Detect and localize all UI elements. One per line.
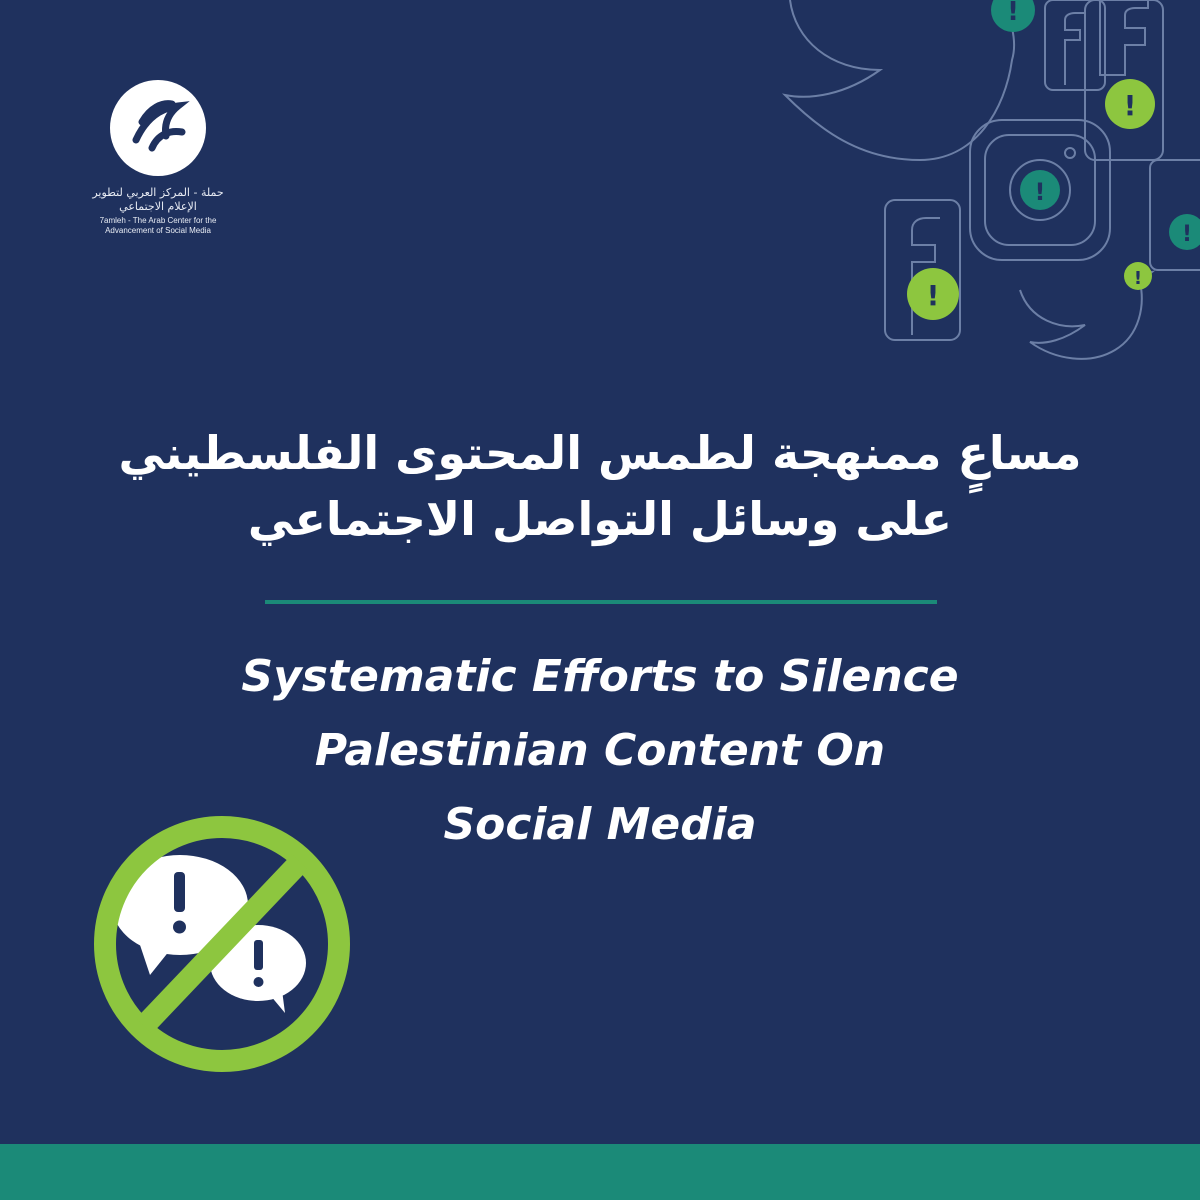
facebook-icon	[1045, 0, 1105, 90]
svg-text:!: !	[1034, 178, 1046, 206]
exclamation-badge-icon	[1105, 79, 1155, 129]
facebook-icon	[885, 200, 960, 340]
exclamation-badge-icon	[991, 0, 1035, 32]
exclamation-badge-icon	[1124, 262, 1152, 290]
twitter-bird-icon	[785, 0, 1014, 160]
footer-bar	[0, 1144, 1200, 1200]
english-headline-line-3: Social Media	[443, 799, 757, 850]
svg-text:!: !	[1123, 89, 1137, 122]
english-headline-line-2: Palestinian Content On	[314, 725, 886, 776]
svg-text:!: !	[1007, 0, 1019, 27]
svg-text:!: !	[1181, 222, 1193, 247]
logo-english-name: 7amleh - The Arab Center for the Advancement of Social Media	[99, 216, 217, 235]
arabic-headline-line-2: على وسائل التواصل الاجتماعي	[247, 492, 953, 546]
prohibition-sign-icon	[0, 0, 400, 1140]
arabic-headline-line-1: مساعٍ ممنهجة لطمس المحتوى الفلسطيني	[118, 426, 1082, 480]
svg-text:!: !	[1133, 268, 1143, 289]
exclamation-badge-icon	[907, 268, 959, 320]
svg-text:!: !	[926, 279, 940, 312]
exclamation-badge-icon	[1169, 214, 1200, 250]
english-headline-line-1: Systematic Efforts to Silence	[241, 651, 959, 702]
exclamation-badge-icon	[1020, 170, 1060, 210]
logo-arabic-name: حملة - المركز العربي لتطوير الإعلام الاجتماعي	[92, 186, 224, 213]
